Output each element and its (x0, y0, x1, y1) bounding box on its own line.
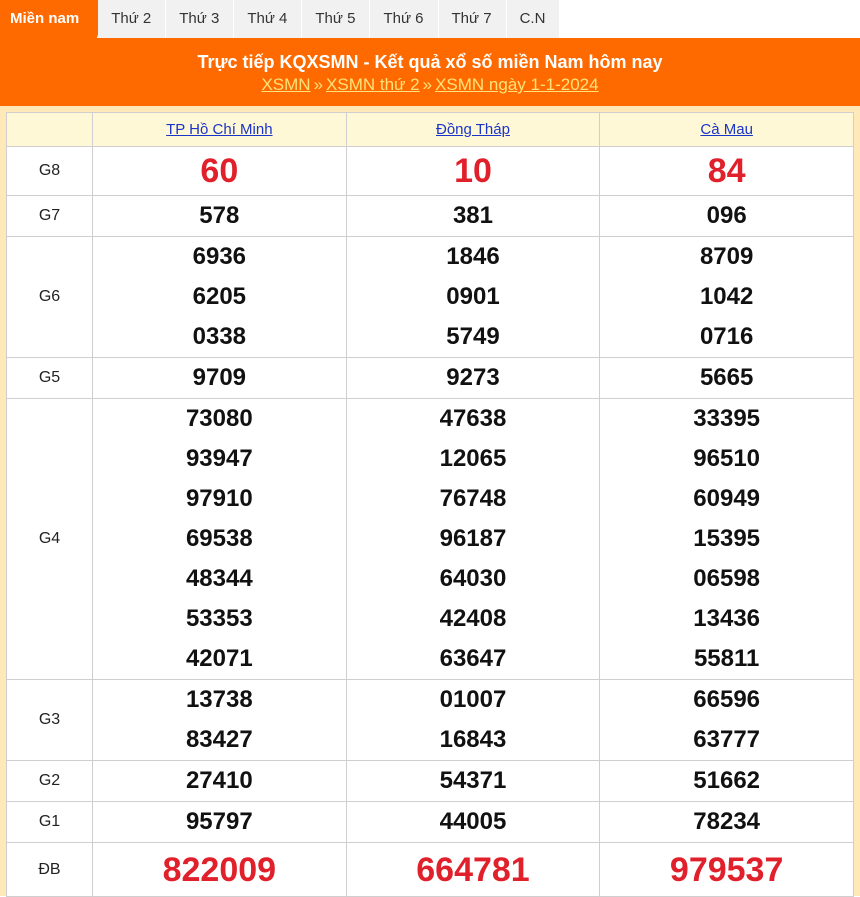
prize-number: 42408 (439, 605, 507, 632)
prize-row (7, 196, 854, 237)
prize-cell (600, 147, 854, 196)
prize-label: G5 (7, 358, 93, 399)
prize-number: 12065 (439, 445, 507, 472)
prize-row (7, 358, 854, 399)
prize-number: 76748 (439, 485, 507, 512)
results-panel (0, 106, 860, 896)
prize-number: 381 (452, 202, 493, 229)
breadcrumb-separator: » (313, 75, 324, 94)
prize-cell (600, 237, 854, 358)
prize-number: 13436 (693, 605, 761, 632)
prize-number: 1042 (699, 283, 754, 310)
prize-row (7, 680, 854, 761)
prize-cell (600, 802, 854, 843)
province-header (93, 113, 347, 147)
prize-number: 83427 (185, 726, 253, 753)
prize-number: 5665 (699, 364, 754, 391)
prize-column-header (7, 113, 93, 147)
prize-cell (346, 761, 600, 802)
prize-cell (93, 196, 347, 237)
prize-cell (600, 196, 854, 237)
prize-number: 54371 (439, 767, 507, 794)
prize-cell (346, 802, 600, 843)
prize-number: 8709 (699, 243, 754, 270)
prize-row (7, 399, 854, 680)
prize-cell (346, 399, 600, 680)
prize-cell (600, 358, 854, 399)
prize-number: 6936 (192, 243, 247, 270)
prize-number: 578 (199, 202, 240, 229)
prize-cell (600, 843, 854, 897)
breadcrumb (0, 74, 860, 96)
tab-thu-6[interactable]: Thứ 6 (370, 0, 438, 38)
prize-number: 53353 (185, 605, 253, 632)
prize-number: 63777 (693, 726, 761, 753)
province-link-dong-thap[interactable]: Đồng Tháp (436, 121, 510, 138)
prize-label: G2 (7, 761, 93, 802)
prize-number: 06598 (693, 565, 761, 592)
prize-row (7, 802, 854, 843)
tab-thu-5[interactable]: Thứ 5 (302, 0, 370, 38)
prize-number: 5749 (446, 323, 500, 350)
province-header-row (7, 113, 854, 147)
prize-cell (600, 399, 854, 680)
prize-number: 73080 (185, 405, 253, 432)
prize-number: 0901 (446, 283, 500, 310)
day-tabs (0, 0, 860, 38)
prize-number: 51662 (693, 767, 761, 794)
prize-cell (93, 399, 347, 680)
prize-number: 0338 (192, 323, 247, 350)
breadcrumb-xsmn-thu-2[interactable]: XSMN thứ 2 (326, 75, 420, 94)
prize-number: 33395 (693, 405, 761, 432)
prize-label: G1 (7, 802, 93, 843)
prize-cell (346, 358, 600, 399)
tab-thu-2[interactable]: Thứ 2 (98, 0, 166, 38)
prize-number: 55811 (693, 645, 760, 672)
prize-number: 66596 (693, 686, 761, 713)
prize-number: 47638 (439, 405, 507, 432)
prize-number: 979537 (669, 850, 784, 889)
prize-number: 84 (707, 152, 746, 190)
prize-row (7, 843, 854, 897)
prize-number: 16843 (439, 726, 507, 753)
prize-number: 69538 (185, 525, 253, 552)
prize-number: 822009 (162, 850, 277, 889)
prize-number: 9709 (192, 364, 247, 391)
prize-label: G6 (7, 237, 93, 358)
prize-cell (93, 237, 347, 358)
prize-number: 096 (706, 202, 747, 229)
prize-label: G7 (7, 196, 93, 237)
province-header (600, 113, 854, 147)
province-link-hcm[interactable]: TP Hồ Chí Minh (166, 121, 273, 138)
prize-number: 1846 (446, 243, 500, 270)
prize-label: G4 (7, 399, 93, 680)
tab-thu-4[interactable]: Thứ 4 (234, 0, 302, 38)
prize-number: 664781 (416, 850, 530, 889)
prize-cell (346, 237, 600, 358)
prize-number: 01007 (439, 686, 507, 713)
prize-number: 96510 (693, 445, 761, 472)
prize-cell (93, 147, 347, 196)
prize-number: 48344 (185, 565, 253, 592)
prize-label: ĐB (7, 843, 93, 897)
prize-number: 27410 (185, 767, 253, 794)
prize-number: 93947 (185, 445, 253, 472)
results-table (6, 112, 854, 897)
prize-number: 15395 (693, 525, 761, 552)
prize-number: 95797 (185, 808, 253, 835)
prize-cell (93, 761, 347, 802)
page-title: Trực tiếp KQXSMN - Kết quả xổ số miền Nam hôm nay (197, 52, 663, 72)
prize-cell (93, 802, 347, 843)
prize-cell (93, 358, 347, 399)
tab-mien-nam[interactable]: Miền nam (0, 0, 98, 38)
prize-number: 63647 (439, 645, 507, 672)
prize-number: 64030 (439, 565, 507, 592)
prize-row (7, 237, 854, 358)
prize-number: 96187 (439, 525, 507, 552)
prize-cell (346, 843, 600, 897)
prize-number: 60949 (693, 485, 761, 512)
prize-cell (346, 680, 600, 761)
prize-number: 13738 (185, 686, 253, 713)
province-header (346, 113, 600, 147)
prize-number: 60 (200, 152, 239, 190)
prize-label: G8 (7, 147, 93, 196)
prize-number: 42071 (185, 645, 253, 672)
prize-number: 0716 (699, 323, 754, 350)
prize-cell (93, 843, 347, 897)
prize-cell (346, 196, 600, 237)
tab-chu-nhat[interactable]: C.N (507, 0, 561, 38)
prize-row (7, 761, 854, 802)
prize-cell (600, 680, 854, 761)
results-header (0, 38, 860, 106)
prize-number: 44005 (439, 808, 507, 835)
breadcrumb-separator: » (422, 75, 433, 94)
province-link-ca-mau[interactable]: Cà Mau (700, 121, 753, 138)
prize-cell (346, 147, 600, 196)
breadcrumb-xsmn-date[interactable]: XSMN ngày 1-1-2024 (435, 75, 599, 94)
tab-thu-7[interactable]: Thứ 7 (439, 0, 507, 38)
prize-number: 78234 (693, 808, 761, 835)
prize-label: G3 (7, 680, 93, 761)
prize-number: 97910 (185, 485, 253, 512)
breadcrumb-xsmn[interactable]: XSMN (261, 75, 311, 94)
prize-number: 10 (454, 152, 492, 190)
prize-row (7, 147, 854, 196)
prize-number: 9273 (446, 364, 500, 391)
prize-cell (93, 680, 347, 761)
prize-cell (600, 761, 854, 802)
prize-number: 6205 (192, 283, 247, 310)
tab-thu-3[interactable]: Thứ 3 (166, 0, 234, 38)
